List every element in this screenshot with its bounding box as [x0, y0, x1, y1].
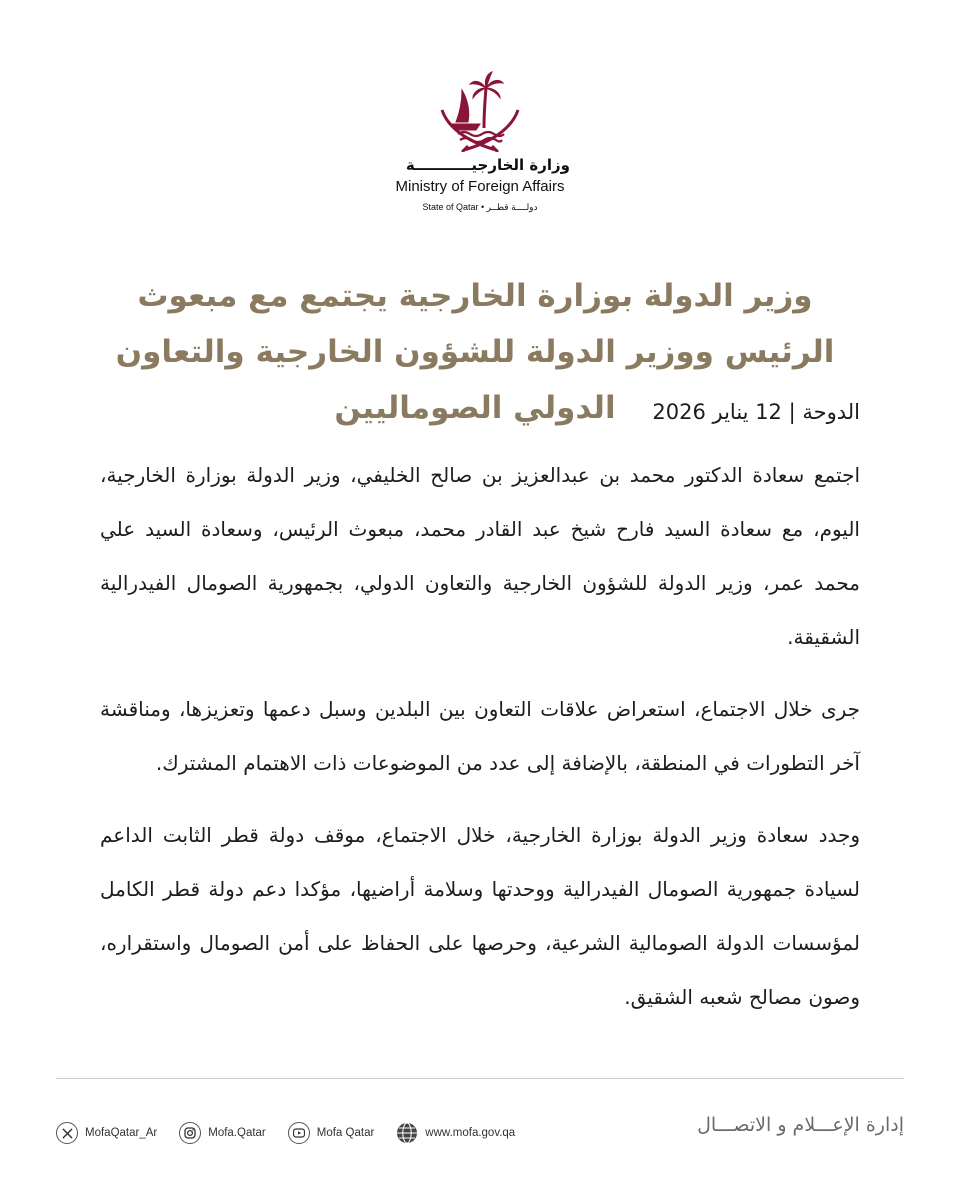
article-body — [100, 448, 860, 1042]
youtube-icon — [288, 1122, 310, 1144]
ministry-name-en: Ministry of Foreign Affairs — [395, 178, 565, 195]
ministry-logo — [0, 70, 960, 220]
footer-divider — [56, 1078, 904, 1079]
social-x-label: MofaQatar_Ar — [85, 1127, 158, 1139]
x-icon — [56, 1122, 78, 1144]
paragraph-1: اجتمع سعادة الدكتور محمد بن عبدالعزيز بن صالح الخليفي، وزير الدولة بوزارة الخارجية، اليوم، مع سعادة السيد فارح شيخ عبد القادر محمد، مبعوث الرئيس، وسعادة السيد علي محمد عمر، وزير الدولة للشؤون الخارجية والتعاون الدولي، بجمهورية الصومال الفيدرالية الشقيقة. — [100, 463, 860, 649]
social-website-label: www.mofa.gov.qa — [425, 1127, 516, 1139]
state-name-ar: دولــــة قطــر — [486, 202, 538, 212]
paragraph-2: جرى خلال الاجتماع، استعراض علاقات التعاون بين البلدين وسبل دعمها وتعزيزها، ومناقشة آخر التطورات في المنطقة، بالإضافة إلى عدد من الموضوعات ذات الاهتمام المشترك. — [100, 697, 860, 775]
dateline: الدوحة | 12 يناير 2026 — [652, 400, 860, 424]
paragraph-3: وجدد سعادة وزير الدولة بوزارة الخارجية، خلال الاجتماع، موقف دولة قطر الثابت الداعم لسيادة جمهورية الصومال الفيدرالية ووحدتها وسلامة أراضيها، مؤكدا دعم دولة قطر الكامل لمؤسسات الدولة الصومالية الشرعية، وحرصها على الحفاظ على أمن الصومال واستقراره، وصون مصالح شعبه الشقيق. — [100, 823, 860, 1009]
instagram-icon — [179, 1122, 201, 1144]
social-links — [56, 1120, 515, 1146]
social-instagram[interactable] — [179, 1122, 266, 1144]
qatar-emblem-icon — [438, 70, 522, 152]
social-x[interactable] — [56, 1122, 157, 1144]
globe-icon — [396, 1122, 418, 1144]
media-department: إدارة الإعـــلام و الاتصـــال — [697, 1114, 904, 1136]
headline: وزير الدولة بوزارة الخارجية يجتمع مع مبعوث الرئيس ووزير الدولة للشؤون الخارجية والتعاون الدولي الصوماليين — [115, 278, 835, 426]
state-name — [0, 202, 960, 213]
social-youtube[interactable] — [288, 1122, 375, 1144]
social-youtube-label: Mofa Qatar — [316, 1127, 375, 1139]
social-website[interactable] — [396, 1122, 515, 1144]
social-instagram-label: Mofa.Qatar — [208, 1127, 266, 1139]
state-separator: • — [480, 202, 487, 212]
state-name-en: State of Qatar — [422, 202, 479, 212]
ministry-name-ar: وزارة الخارجيـــــــــــة — [405, 156, 570, 174]
